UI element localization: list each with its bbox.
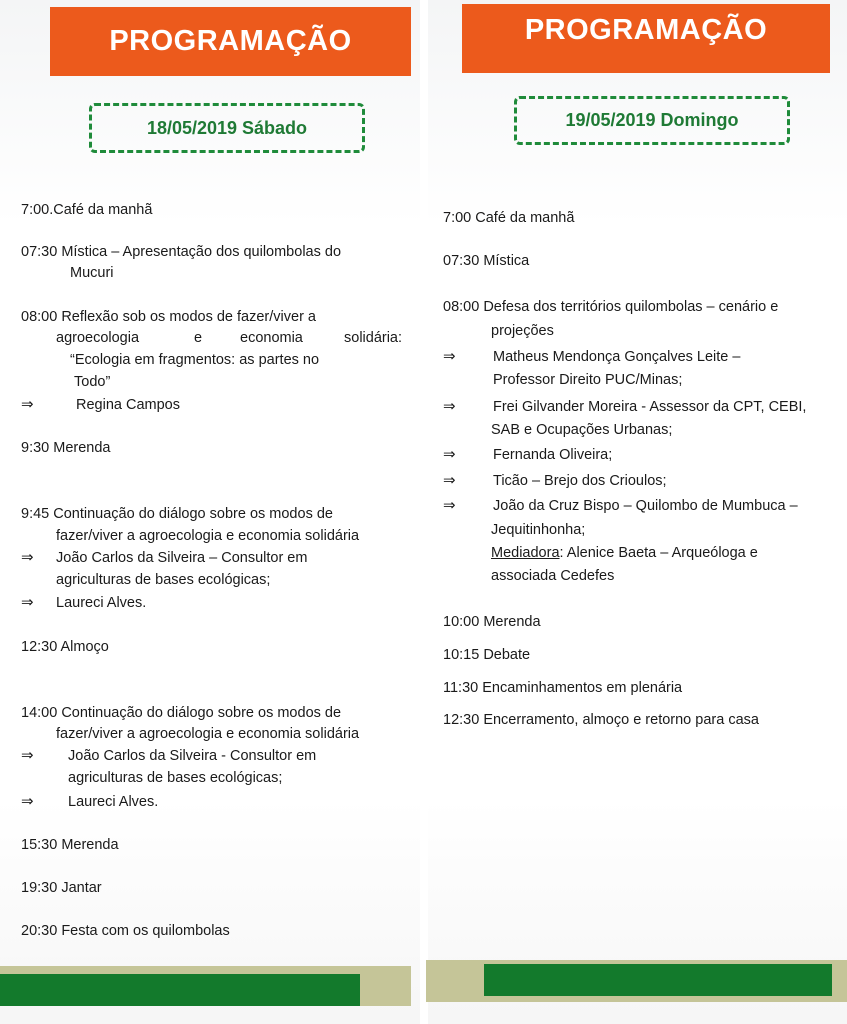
right-arrow-icon: ⇒: [443, 398, 456, 415]
speaker-item: Laureci Alves.: [56, 595, 147, 611]
sunday-date-box: [514, 96, 790, 145]
right-arrow-icon: ⇒: [443, 497, 456, 514]
schedule-item-continued: solidária:: [344, 330, 403, 346]
right-arrow-icon: ⇒: [21, 549, 34, 566]
speaker-item: Ticão – Brejo dos Crioulos;: [493, 473, 667, 489]
schedule-item: 7:00 Café da manhã: [443, 210, 575, 226]
speaker-item: Laureci Alves.: [68, 794, 159, 810]
right-arrow-icon: ⇒: [21, 396, 34, 413]
speaker-item: Frei Gilvander Moreira - Assessor da CPT, CEBI,: [493, 399, 807, 415]
speaker-item-continued: Jequitinhonha;: [491, 522, 586, 538]
schedule-item: 20:30 Festa com os quilombolas: [21, 923, 230, 939]
saturday-title-banner: [50, 7, 411, 76]
schedule-item: 08:00 Reflexão sob os modos de fazer/viver a: [21, 309, 316, 325]
schedule-item: 11:30 Encaminhamentos em plenária: [443, 680, 683, 696]
saturday-date: 18/05/2019 Sábado: [146, 117, 308, 138]
moderator-name: : Alenice Baeta – Arqueóloga e: [559, 545, 758, 561]
schedule-item-continued: fazer/viver a agroecologia e economia solidária: [56, 528, 360, 544]
schedule-item: 9:45 Continuação do diálogo sobre os modos de: [21, 506, 333, 522]
schedule-item: 12:30 Encerramento, almoço e retorno para casa: [443, 712, 759, 728]
speaker-item-continued: agriculturas de bases ecológicas;: [68, 770, 283, 786]
right-arrow-icon: ⇒: [21, 594, 34, 611]
schedule-item: 07:30 Mística – Apresentação dos quilombolas do: [21, 244, 342, 260]
right-arrow-icon: ⇒: [443, 472, 456, 489]
schedule-item: 9:30 Merenda: [21, 440, 111, 456]
speaker-item: Fernanda Oliveira;: [493, 447, 613, 463]
speaker-item-continued: Professor Direito PUC/Minas;: [493, 372, 683, 388]
schedule-item-continued: agroecologia: [56, 330, 140, 346]
right-arrow-icon: ⇒: [21, 793, 34, 810]
schedule-item: 15:30 Merenda: [21, 837, 119, 853]
schedule-item-continued: Todo”: [74, 374, 111, 390]
speaker-item: João Carlos da Silveira – Consultor em: [56, 550, 308, 566]
moderator-label: Mediadora: [491, 545, 560, 561]
sunday-title: PROGRAMAÇÃO: [524, 14, 768, 46]
schedule-item: 08:00 Defesa dos territórios quilombolas – cenário e: [443, 299, 779, 315]
sunday-title-banner: [462, 4, 830, 73]
schedule-item-continued: projeções: [491, 323, 554, 339]
saturday-date-box: [89, 103, 365, 153]
speaker-item: Matheus Mendonça Gonçalves Leite –: [493, 349, 741, 365]
schedule-item: 10:00 Merenda: [443, 614, 541, 630]
schedule-item-continued: e: [194, 330, 203, 346]
footer-band-green: [484, 964, 832, 996]
schedule-item-continued: “Ecologia em fragmentos: as partes no: [70, 352, 320, 368]
schedule-item: 07:30 Mística: [443, 253, 530, 269]
schedule-item-continued: fazer/viver a agroecologia e economia solidária: [56, 726, 360, 742]
schedule-item-continued: economia: [240, 330, 303, 346]
moderator-line: [491, 542, 758, 564]
sunday-date: 19/05/2019 Domingo: [565, 110, 739, 130]
right-arrow-icon: ⇒: [21, 747, 34, 764]
schedule-item: 7:00.Café da manhã: [21, 202, 153, 218]
speaker-item: João Carlos da Silveira - Consultor em: [68, 748, 317, 764]
footer-band-green: [0, 974, 360, 1006]
schedule-item: 12:30 Almoço: [21, 639, 109, 655]
speaker-item: Regina Campos: [76, 397, 180, 413]
schedule-item: 19:30 Jantar: [21, 880, 102, 896]
schedule-item: 14:00 Continuação do diálogo sobre os modos de: [21, 705, 342, 721]
schedule-item: 10:15 Debate: [443, 647, 531, 663]
right-arrow-icon: ⇒: [443, 446, 456, 463]
saturday-title: PROGRAMAÇÃO: [109, 25, 352, 57]
right-arrow-icon: ⇒: [443, 348, 456, 365]
moderator-line-continued: associada Cedefes: [491, 568, 615, 584]
schedule-item-continued: Mucuri: [70, 265, 114, 281]
speaker-item: João da Cruz Bispo – Quilombo de Mumbuca –: [493, 498, 798, 514]
speaker-item-continued: SAB e Ocupações Urbanas;: [491, 422, 673, 438]
speaker-item-continued: agriculturas de bases ecológicas;: [56, 572, 271, 588]
